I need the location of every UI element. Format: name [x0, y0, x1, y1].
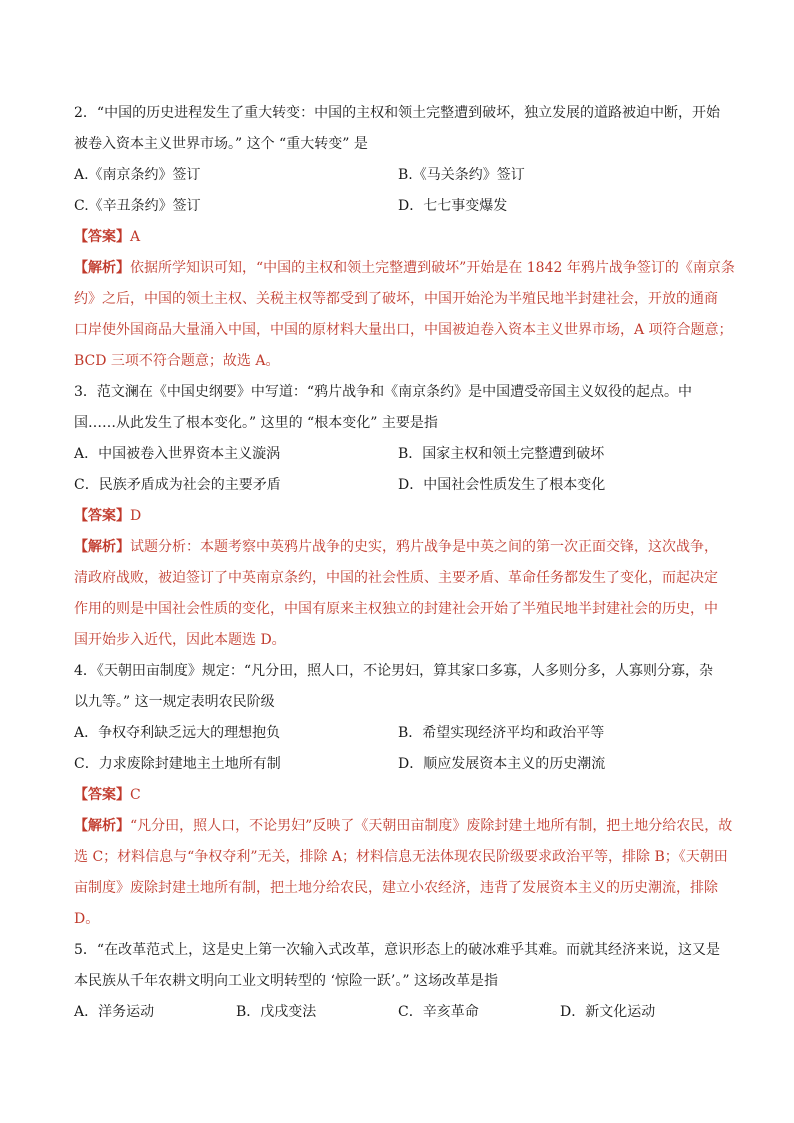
question-stem: 4．《天朝田亩制度》规定：“凡分田，照人口，不论男妇，算其家口多寡，人多则分多，人寡则分寡，杂 — [74, 663, 714, 679]
options-row — [74, 997, 724, 1028]
options-row — [74, 160, 724, 191]
question-stem: 2．“中国的历史进程发生了重大转变：中国的主权和领土完整遭到破坏，独立发展的道路被迫中断，开始 — [74, 105, 721, 121]
analysis-text: 国开始步入近代，因此本题选 D。 — [74, 632, 286, 648]
analysis-text: 口岸使外国商品大量涌入中国，中国的原材料大量出口，中国被迫卷入资本主义世界市场，A 项符合题意； — [74, 322, 733, 338]
answer-tag: 【答案】 — [74, 508, 130, 524]
option-a: A.《南京条约》签订 — [74, 167, 201, 183]
analysis-tag: 【解析】 — [74, 539, 130, 555]
answer-tag: 【答案】 — [74, 229, 130, 245]
analysis-text: 作用的则是中国社会性质的变化，中国有原来主权独立的封建社会开始了半殖民地半封建社会的历史，中 — [74, 601, 718, 617]
analysis-text: 清政府战败，被迫签订了中英南京条约，中国的社会性质、主要矛盾、革命任务都发生了变化，而起决定 — [74, 570, 718, 586]
options-row — [74, 439, 724, 470]
analysis-text: “凡分田，照人口，不论男妇”反映了《天朝田亩制度》废除封建土地所有制，把土地分给农民，故 — [130, 818, 733, 834]
option-a: A．争权夺利缺乏远大的理想抱负 — [74, 725, 281, 741]
option-c: C．力求废除封建地主土地所有制 — [74, 756, 281, 772]
option-b: B．国家主权和领土完整遭到破坏 — [398, 446, 605, 462]
answer-line — [74, 780, 724, 811]
analysis-text: 约》之后，中国的领土主权、关税主权等都受到了破坏，中国开始沦为半殖民地半封建社会，开放的通商 — [74, 291, 718, 307]
option-b: B.《马关条约》签订 — [398, 167, 525, 183]
option-a: A．洋务运动 — [74, 1004, 155, 1020]
question-stem: 5．“在改革范式上，这是史上第一次输入式改革，意识形态上的破冰难乎其难。而就其经济来说，这又是 — [74, 942, 721, 958]
option-c: C．辛亥革命 — [398, 1004, 479, 1020]
question-stem: 以九等。” 这一规定表明农民阶级 — [74, 694, 275, 710]
option-c: C．民族矛盾成为社会的主要矛盾 — [74, 477, 281, 493]
answer-value: C — [130, 787, 141, 803]
option-b: B．希望实现经济平均和政治平等 — [398, 725, 605, 741]
answer-value: D — [130, 508, 142, 524]
option-d: D．中国社会性质发生了根本变化 — [398, 477, 606, 493]
answer-line — [74, 222, 724, 253]
options-row — [74, 470, 724, 501]
question-5 — [74, 935, 724, 1028]
answer-tag: 【答案】 — [74, 787, 130, 803]
options-row — [74, 191, 724, 222]
question-2 — [74, 98, 735, 377]
analysis-text: BCD 三项不符合题意；故选 A。 — [74, 353, 280, 369]
answer-value: A — [130, 229, 141, 245]
analysis-tag: 【解析】 — [74, 818, 130, 834]
question-3 — [74, 377, 724, 656]
question-4 — [74, 656, 733, 935]
option-b: B．戊戌变法 — [236, 1004, 317, 1020]
question-stem: 国……从此发生了根本变化。” 这里的 “根本变化” 主要是指 — [74, 415, 438, 431]
options-row — [74, 718, 724, 749]
analysis-line — [74, 811, 733, 842]
analysis-line — [74, 532, 724, 563]
analysis-text: 选 C；材料信息与“争权夺利”无关，排除 A；材料信息无法体现农民阶级要求政治平等，排除 B；《天朝田 — [74, 849, 728, 865]
analysis-tag: 【解析】 — [74, 260, 130, 276]
option-a: A．中国被卷入世界资本主义漩涡 — [74, 446, 281, 462]
analysis-text: 试题分析：本题考察中英鸦片战争的史实，鸦片战争是中英之间的第一次正面交锋，这次战争， — [130, 539, 718, 555]
analysis-line — [74, 253, 735, 284]
question-stem: 本民族从千年农耕文明向工业文明转型的 ‘惊险一跃’。” 这场改革是指 — [74, 973, 498, 989]
analysis-text: 亩制度》废除封建土地所有制，把土地分给农民，建立小农经济，违背了发展资本主义的历史潮流，排除 — [74, 880, 718, 896]
option-d: D．顺应发展资本主义的历史潮流 — [398, 756, 606, 772]
question-stem: 3．范文澜在《中国史纲要》中写道：“鸦片战争和《南京条约》是中国遭受帝国主义奴役的起点。中 — [74, 384, 693, 400]
option-c: C.《辛丑条约》签订 — [74, 198, 201, 214]
analysis-text: 依据所学知识可知，“中国的主权和领土完整遭到破坏”开始是在 1842 年鸦片战争签订的《南京条 — [130, 260, 735, 276]
analysis-text: D。 — [74, 911, 100, 927]
answer-line — [74, 501, 724, 532]
option-d: D．新文化运动 — [560, 1004, 656, 1020]
question-stem: 被卷入资本主义世界市场。” 这个 “重大转变” 是 — [74, 136, 368, 152]
document-page — [74, 98, 735, 1028]
options-row — [74, 749, 724, 780]
option-d: D．七七事变爆发 — [398, 198, 508, 214]
